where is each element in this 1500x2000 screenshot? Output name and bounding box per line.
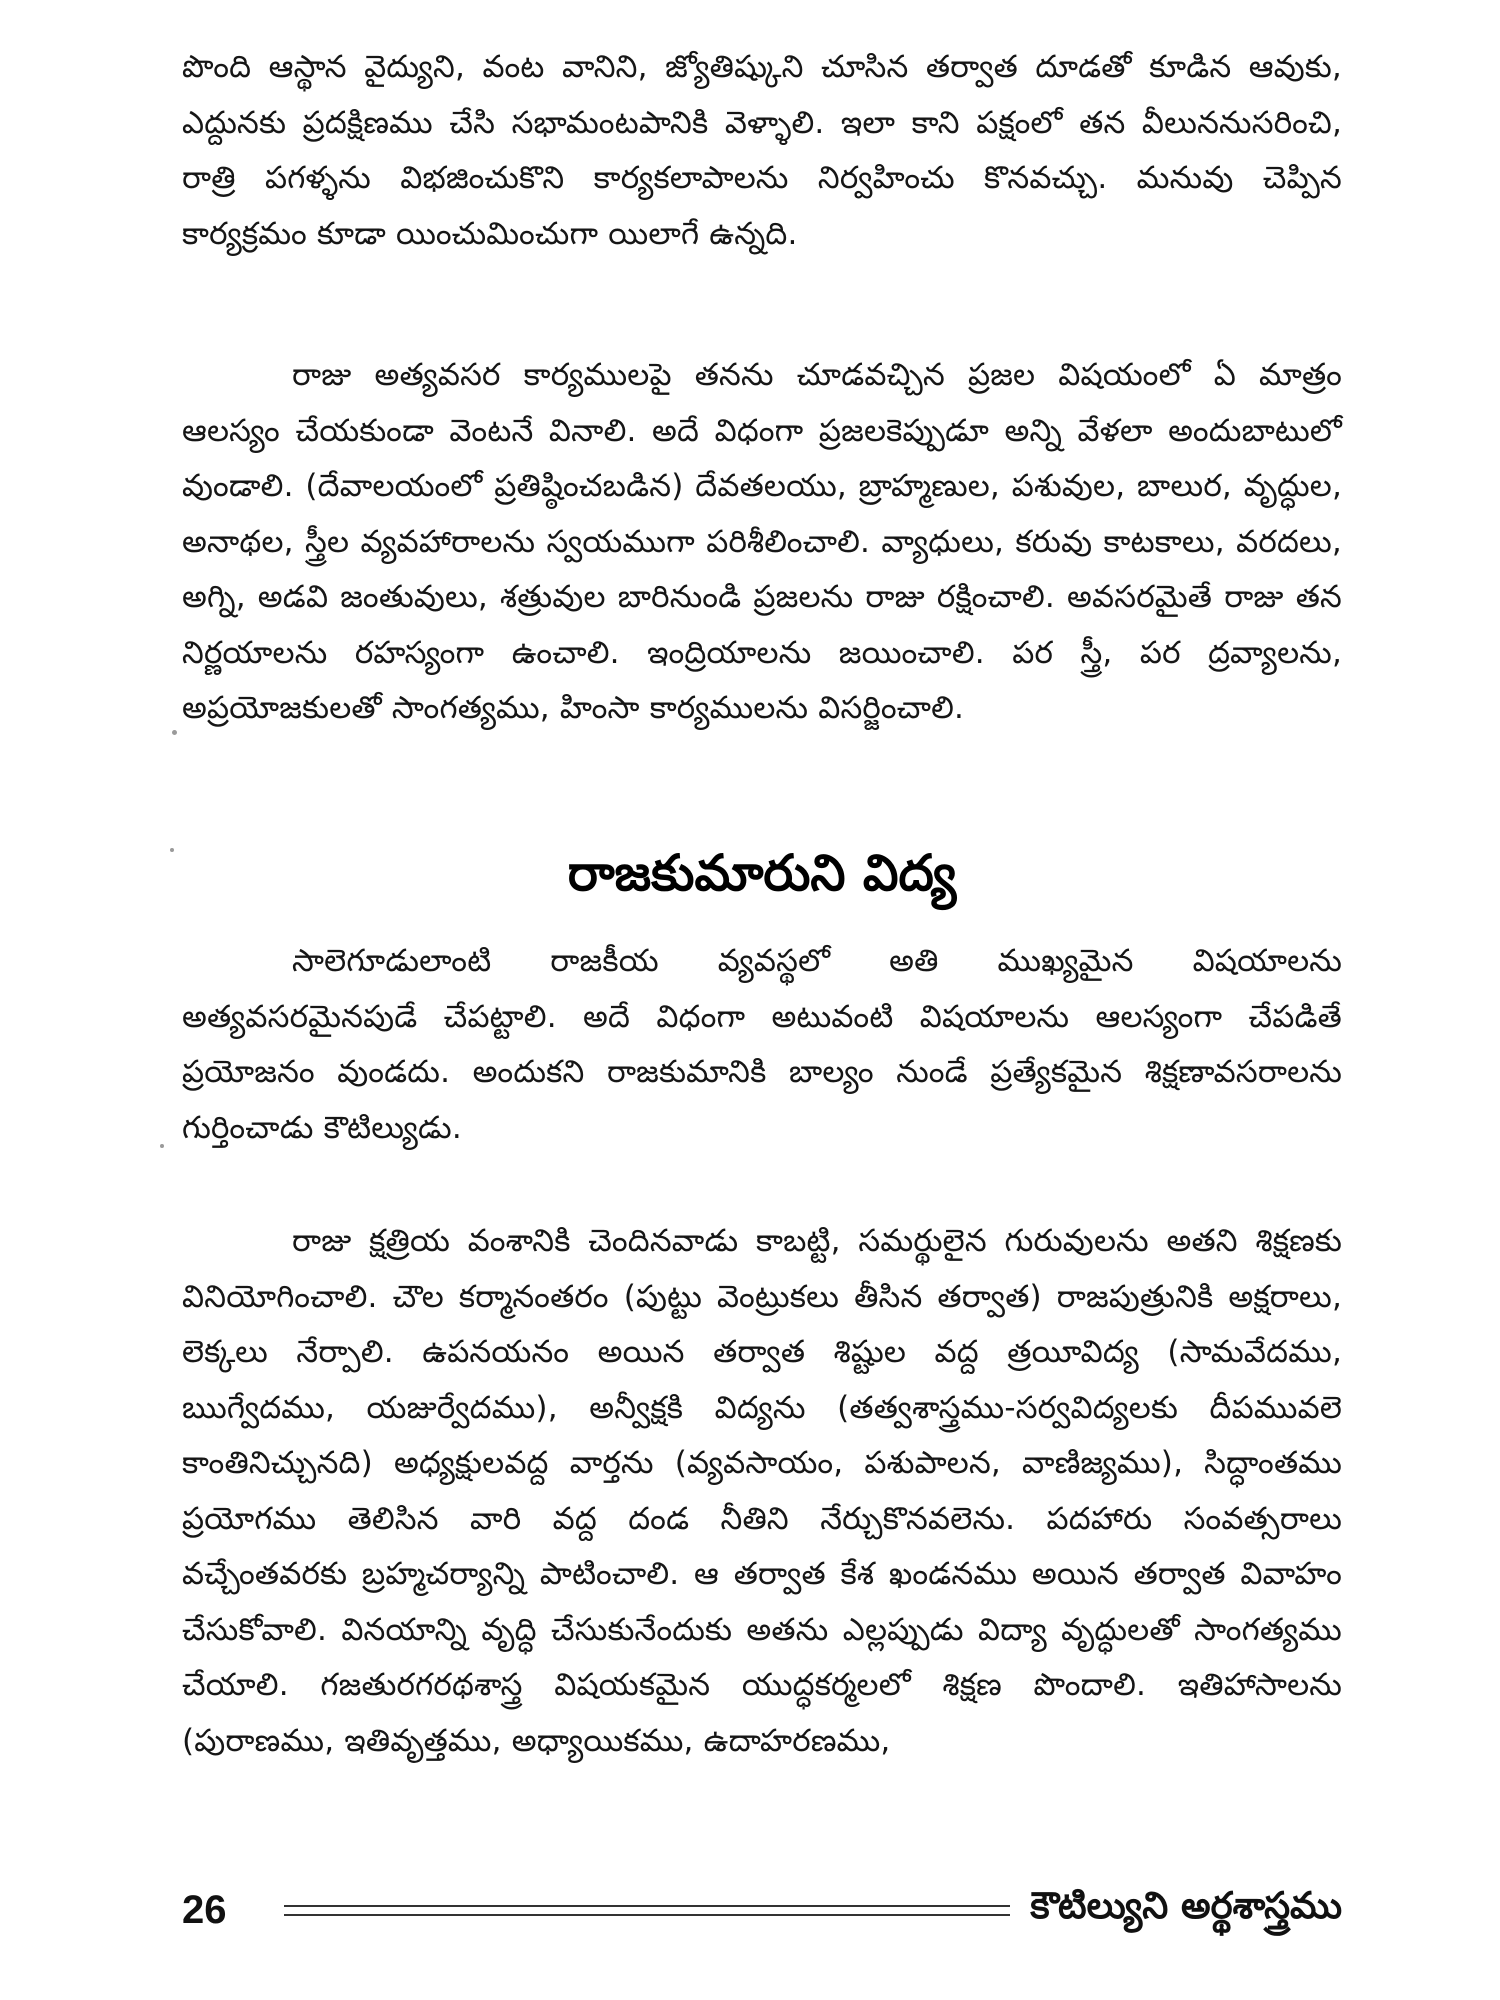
paragraph-prince-training-intro: సాలెగూడులాంటి రాజకీయ వ్యవస్థలో అతి ముఖ్యమైన విషయాలను అత్యవసరమైనపుడే చేపట్టాలి. అదే విధంగా అటువంటి విషయాలను ఆలస్యంగా చేపడితే ప్రయోజనం వుండదు. అందుకని రాజకుమానికి బాల్యం నుండే ప్రత్యేకమైన శిక్షణావసరాలను గుర్తించాడు కౌటిల్యుడు.: [182, 943, 1342, 1146]
scan-speck: [172, 730, 177, 735]
scan-speck: [170, 848, 174, 852]
footer-double-rule: [284, 1905, 1010, 1916]
paragraph-prince-education: రాజు క్షత్రియ వంశానికి చెందినవాడు కాబట్టి, సమర్థులైన గురువులను అతని శిక్షణకు వినియోగించాలి. చౌల కర్మానంతరం (పుట్టు వెంట్రుకలు తీసిన తర్వాత) రాజపుత్రునికి అక్షరాలు, లెక్కలు నేర్పాలి. ఉపనయనం అయిన తర్వాత శిష్టుల వద్ద త్రయీవిద్య (సామవేదము, ఋగ్వేదము, యజుర్వేదము), అన్వీక్షకి విద్యను (తత్వశాస్త్రము-సర్వవిద్యలకు దీపమువలె కాంతినిచ్చునది) అధ్యక్షులవద్ద వార్తను (వ్యవసాయం, పశుపాలన, వాణిజ్యము), సిద్ధాంతము ప్రయోగము తెలిసిన వారి వద్ద దండ నీతిని నేర్చుకొనవలెను. పదహారు సంవత్సరాలు వచ్చేంతవరకు బ్రహ్మచర్యాన్ని పాటించాలి. ఆ తర్వాత కేశ ఖండనము అయిన తర్వాత వివాహం చేసుకోవాలి. వినయాన్ని వృద్ధి చేసుకునేందుకు అతను ఎల్లప్పుడు విద్యా వృద్ధులతో సాంగత్యము చేయాలి. గజతురగరథశాస్త్ర విషయకమైన యుద్ధకర్మలలో శిక్షణ పొందాలి. ఇతిహాసాలను (పురాణము, ఇతివృత్తము, అధ్యాయికము, ఉదాహరణము,: [182, 1223, 1342, 1759]
page-number: 26: [182, 1887, 227, 1932]
scan-speck: [160, 1144, 164, 1148]
book-title: కౌటిల్యుని అర్థశాస్త్రము: [1030, 1884, 1342, 1927]
section-heading: రాజకుమారుని విద్య: [567, 844, 957, 902]
page-footer: [182, 1880, 1342, 1940]
paragraph-king-duties: రాజు అత్యవసర కార్యములపై తనను చూడవచ్చిన ప్రజల విషయంలో ఏ మాత్రం ఆలస్యం చేయకుండా వెంటనే వినాలి. అదే విధంగా ప్రజలకెప్పుడూ అన్ని వేళలా అందుబాటులో వుండాలి. (దేవాలయంలో ప్రతిష్ఠించబడిన) దేవతలయు, బ్రాహ్మణుల, పశువుల, బాలుర, వృద్ధుల, అనాథల, స్త్రీల వ్యవహారాలను స్వయముగా పరిశీలించాలి. వ్యాధులు, కరువు కాటకాలు, వరదలు, అగ్ని, అడవి జంతువులు, శత్రువుల బారినుండి ప్రజలను రాజు రక్షించాలి. అవసరమైతే రాజు తన నిర్ణయాలను రహస్యంగా ఉంచాలి. ఇంద్రియాలను జయించాలి. పర స్త్రీ, పర ద్రవ్యాలను, అప్రయోజకులతో సాంగత్యము, హింసా కార్యములను విసర్జించాలి.: [182, 357, 1342, 726]
paragraph-continuation: పొంది ఆస్థాన వైద్యుని, వంట వానిని, జ్యోతిష్కుని చూసిన తర్వాత దూడతో కూడిన ఆవుకు, ఎద్దునకు ప్రదక్షిణము చేసి సభామంటపానికి వెళ్ళాలి. ఇలా కాని పక్షంలో తన వీలుననుసరించి, రాత్రి పగళ్ళను విభజించుకొని కార్యకలాపాలను నిర్వహించు కొనవచ్చు. మనువు చెప్పిన కార్యక్రమం కూడా యించుమించుగా యిలాగే ఉన్నది.: [182, 49, 1342, 252]
